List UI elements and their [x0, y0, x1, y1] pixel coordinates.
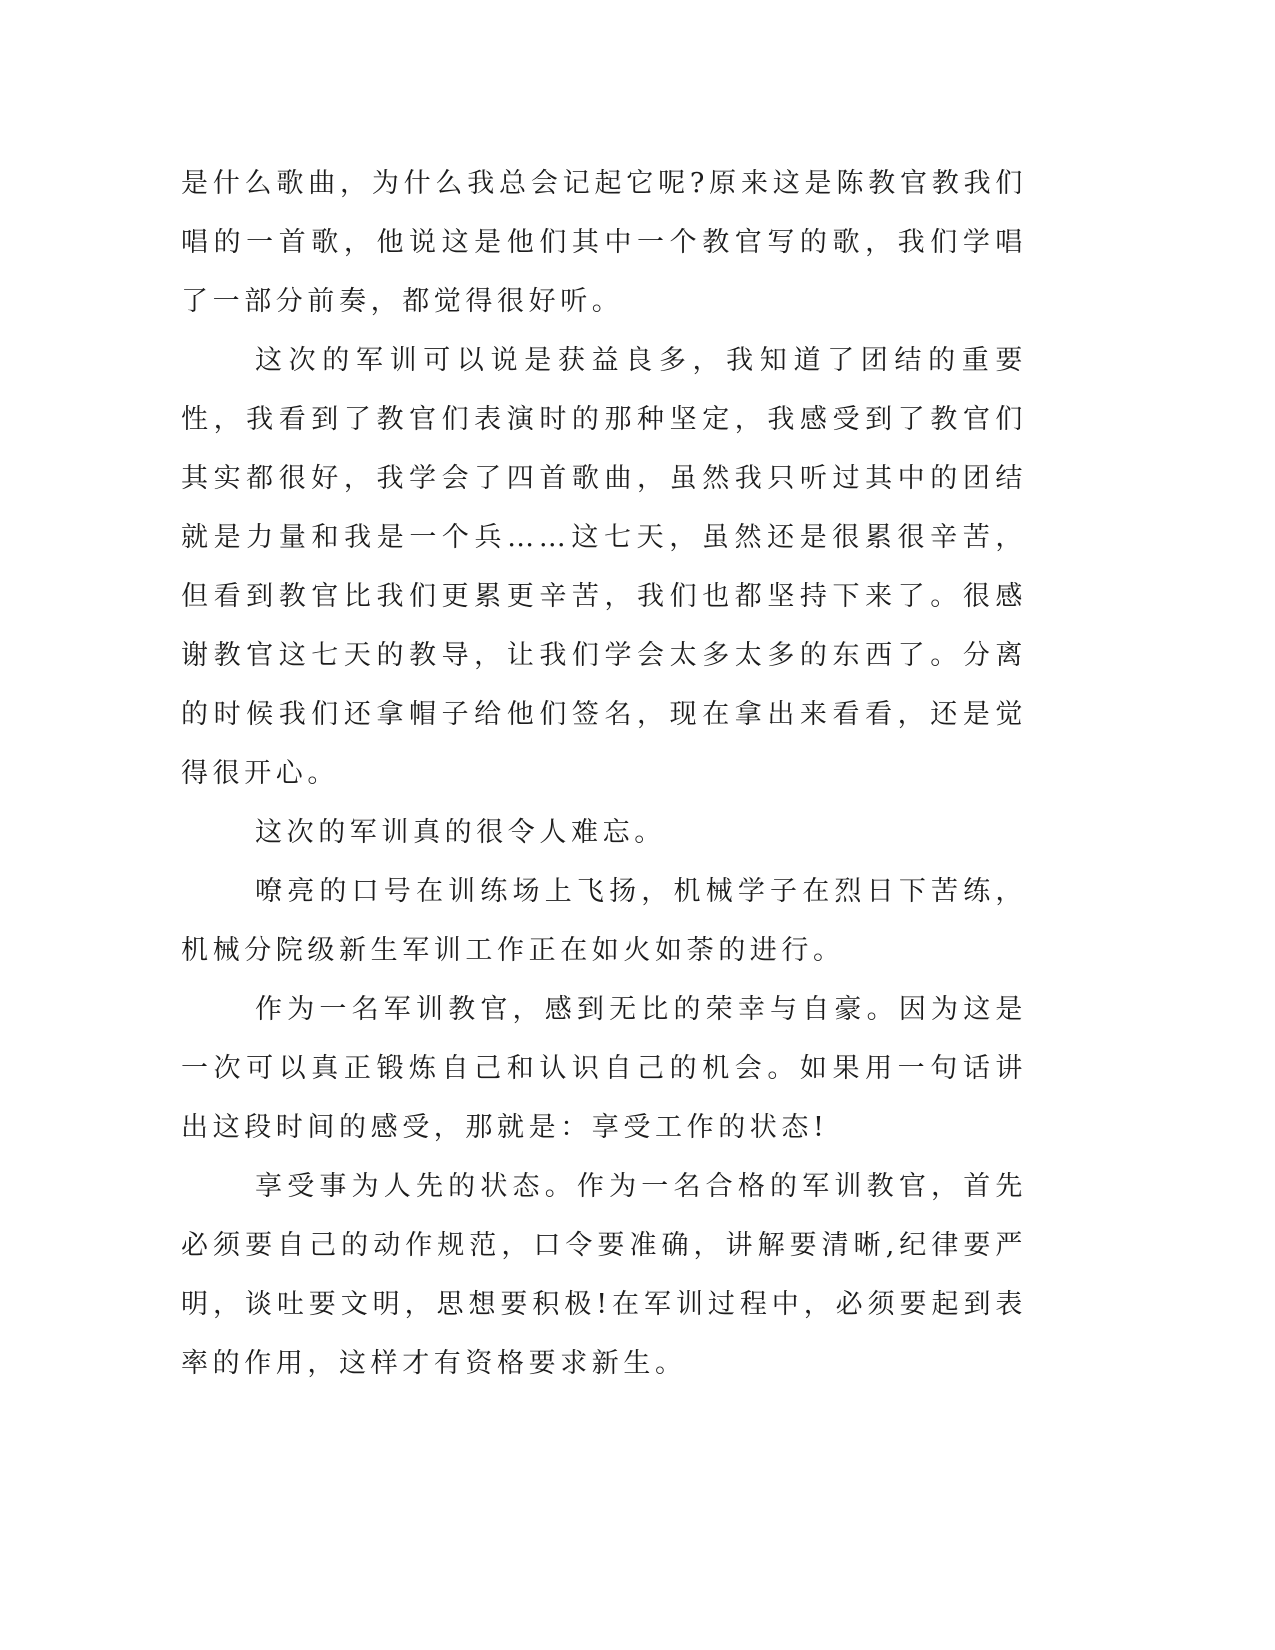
- paragraph-5: 作为一名军训教官，感到无比的荣幸与自豪。因为这是一次可以真正锻炼自己和认识自己的机会。如果用一句话讲出这段时间的感受，那就是：享受工作的状态!: [181, 994, 1027, 1143]
- paragraph-1: 是什么歌曲，为什么我总会记起它呢?原来这是陈教官教我们唱的一首歌，他说这是他们其中一个教官写的歌，我们学唱了一部分前奏，都觉得很好听。: [181, 168, 1027, 317]
- paragraph-6: 享受事为人先的状态。作为一名合格的军训教官，首先必须要自己的动作规范，口令要准确，讲解要清晰,纪律要严明，谈吐要文明，思想要积极!在军训过程中，必须要起到表率的作用，这样才有资格要求新生。: [181, 1171, 1027, 1379]
- paragraph-4: 嘹亮的口号在训练场上飞扬，机械学子在烈日下苦练，机械分院级新生军训工作正在如火如荼的进行。: [181, 876, 1027, 966]
- paragraph-2: 这次的军训可以说是获益良多，我知道了团结的重要性，我看到了教官们表演时的那种坚定，我感受到了教官们其实都很好，我学会了四首歌曲，虽然我只听过其中的团结就是力量和我是一个兵……这七天，虽然还是很累很辛苦，但看到教官比我们更累更辛苦，我们也都坚持下来了。很感谢教官这七天的教导，让我们学会太多太多的东西了。分离的时候我们还拿帽子给他们签名，现在拿出来看看，还是觉得很开心。: [181, 345, 1027, 789]
- document-body: [181, 154, 1027, 1393]
- paragraph-3: 这次的军训真的很令人难忘。: [255, 817, 666, 848]
